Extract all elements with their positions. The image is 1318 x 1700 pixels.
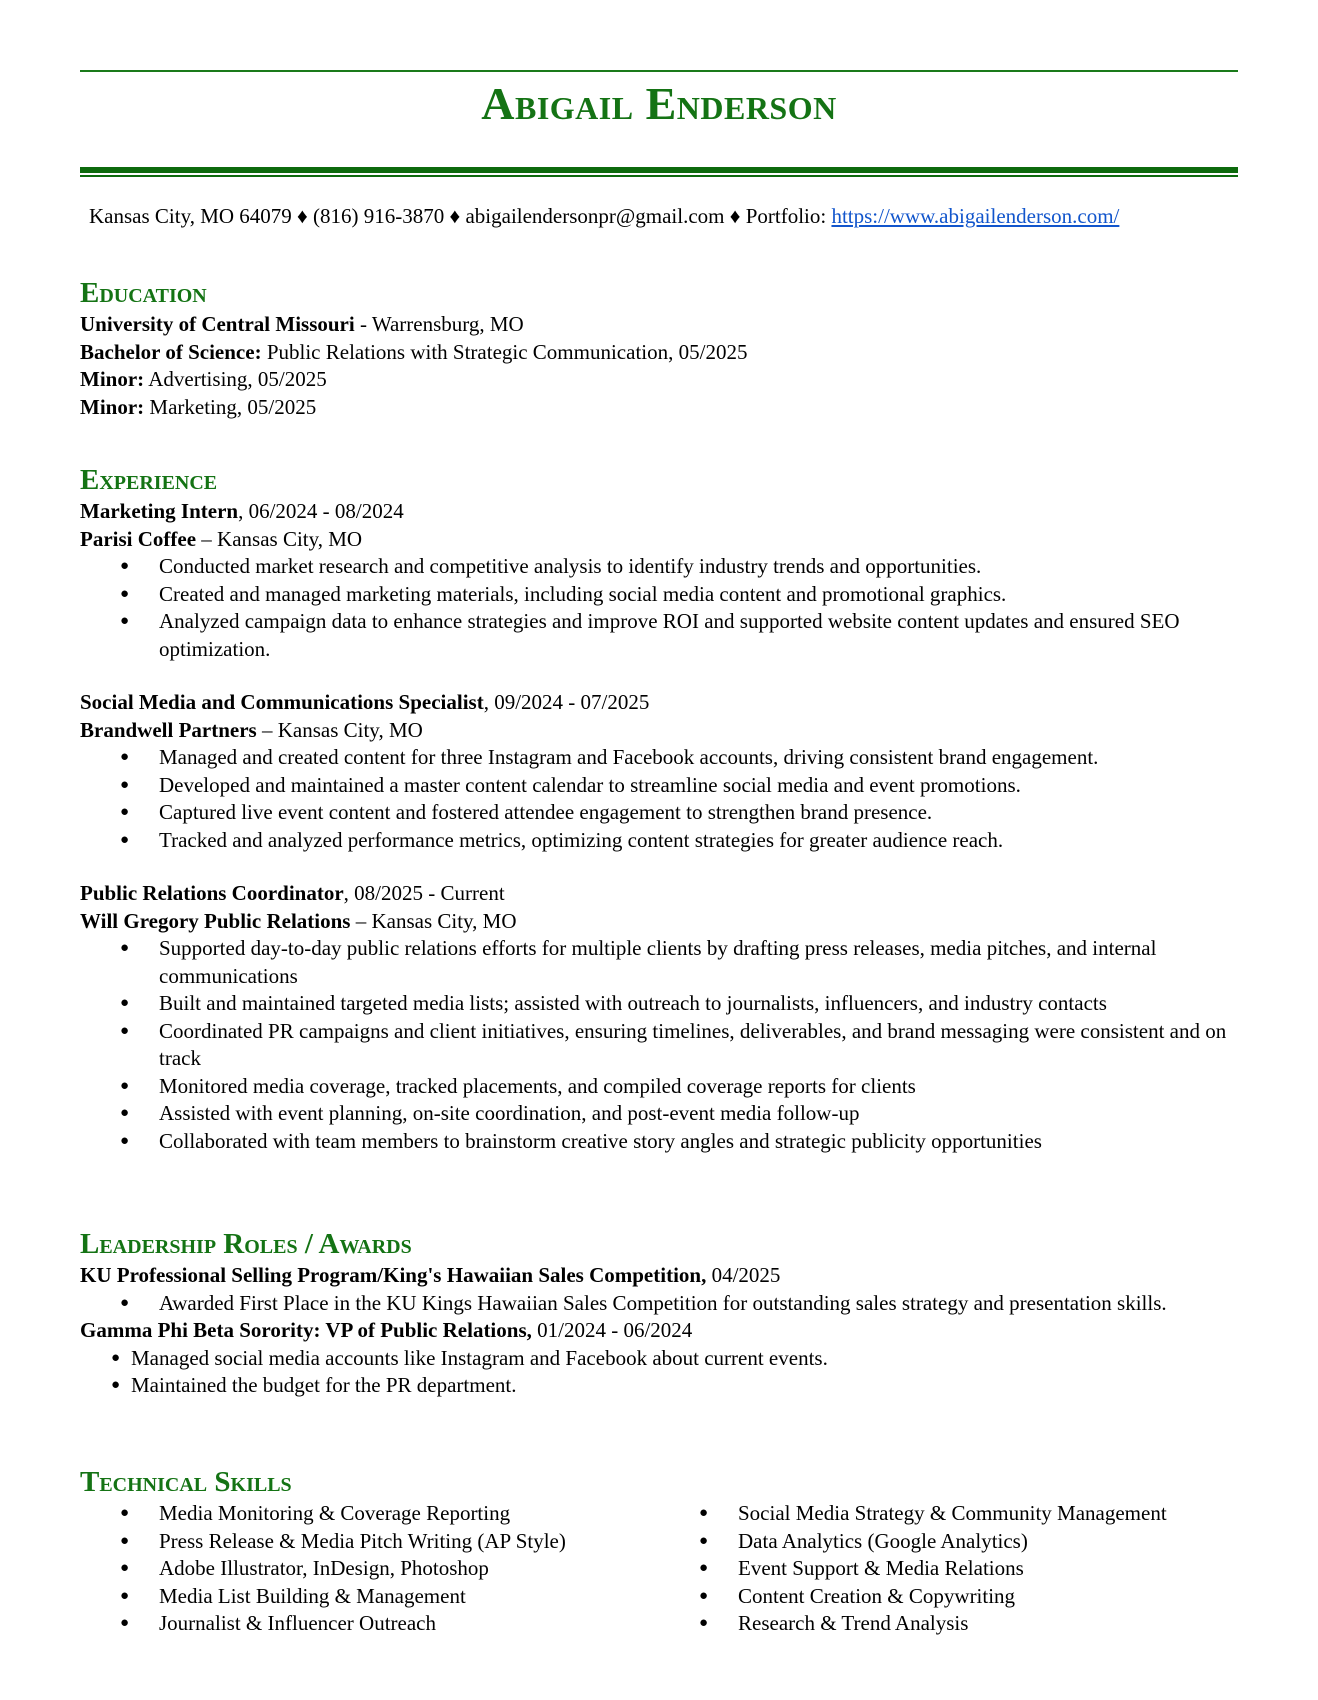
skill-item: ● Journalist & Influencer Outreach: [80, 1610, 659, 1638]
job-company: Will Gregory Public Relations: [80, 908, 351, 933]
bullet-item: ● Created and managed marketing materials, including social media content and promotional graphics.: [80, 581, 1238, 609]
award-bullets: [80, 1290, 1238, 1318]
bullet-item: ● Tracked and analyzed performance metrics, optimizing content strategies for greater audience reach.: [80, 827, 1238, 855]
job-company-line: [80, 526, 1238, 554]
bullet-item: ● Managed social media accounts like Instagram and Facebook about current events.: [80, 1345, 1238, 1373]
minor-label: Minor:: [80, 394, 145, 419]
contact-line: [89, 203, 1119, 229]
minor-label: Minor:: [80, 367, 145, 391]
job-role: Public Relations Coordinator: [80, 881, 344, 905]
minor-value: Advertising, 05/2025: [144, 367, 327, 391]
experience-heading: Experience: [80, 464, 218, 496]
skill-item: ● Event Support & Media Relations: [659, 1555, 1238, 1583]
skill-item: ● Press Release & Media Pitch Writing (AP Style): [80, 1528, 659, 1556]
job-title-line: [80, 880, 1238, 908]
job-bullets: [80, 744, 1238, 854]
education-minor-line: [80, 366, 1238, 394]
education-school-line: [80, 311, 1238, 339]
job-location: – Kansas City, MO: [196, 526, 363, 551]
job-dates: , 08/2025 - Current: [343, 881, 505, 905]
contact-details: Kansas City, MO 64079 ♦ (816) 916-3870 ♦ abigailendersonpr@gmail.com ♦ Portfolio:: [89, 204, 832, 228]
skills-left-column: [80, 1500, 659, 1638]
header-top-rule: [80, 70, 1238, 72]
skill-item: ● Data Analytics (Google Analytics): [659, 1528, 1238, 1556]
skills-section: [80, 1465, 1238, 1638]
bullet-item: ● Built and maintained targeted media lists; assisted with outreach to journalists, influencers, and industry contacts: [80, 990, 1238, 1018]
job-bullets: [80, 553, 1238, 663]
bullet-item: ● Managed and created content for three Instagram and Facebook accounts, driving consistent brand engagement.: [80, 744, 1238, 772]
job-title-line: [80, 689, 1238, 717]
job-company: Parisi Coffee: [80, 526, 197, 551]
school-name: University of Central Missouri: [80, 312, 355, 336]
header-thin-rule: [80, 175, 1238, 177]
role-title-line: [80, 1317, 1238, 1345]
skill-item: ● Research & Trend Analysis: [659, 1610, 1238, 1638]
bullet-item: ● Coordinated PR campaigns and client initiatives, ensuring timelines, deliverables, and brand messaging were consistent and on track: [80, 1018, 1238, 1073]
job-role: Marketing Intern: [80, 499, 239, 523]
job-dates: , 06/2024 - 08/2024: [238, 499, 404, 523]
minor-value: Marketing, 05/2025: [144, 394, 317, 419]
education-degree-line: [80, 339, 1238, 367]
job-company: Brandwell Partners: [80, 717, 257, 742]
job-bullets: [80, 935, 1238, 1155]
degree-value: Public Relations with Strategic Communication, 05/2025: [261, 339, 748, 364]
bullet-item: ● Monitored media coverage, tracked placements, and compiled coverage reports for clients: [80, 1073, 1238, 1101]
bullet-item: ● Developed and maintained a master content calendar to streamline social media and event promotions.: [80, 772, 1238, 800]
experience-section: [80, 463, 1238, 1155]
education-minor-line: [80, 394, 1238, 422]
skill-item: ● Media List Building & Management: [80, 1583, 659, 1611]
bullet-item: ● Captured live event content and fostered attendee engagement to strengthen brand presence.: [80, 799, 1238, 827]
bullet-item: ● Collaborated with team members to brainstorm creative story angles and strategic publicity opportunities: [80, 1128, 1238, 1156]
school-location: - Warrensburg, MO: [354, 312, 524, 336]
education-heading: Education: [80, 277, 207, 309]
bullet-item: ● Maintained the budget for the PR department.: [80, 1372, 1238, 1400]
candidate-name: Abigail Enderson: [481, 78, 837, 129]
job-role: Social Media and Communications Specialist: [80, 690, 484, 714]
job-location: – Kansas City, MO: [350, 908, 517, 933]
role-date: 01/2024 - 06/2024: [531, 1318, 693, 1342]
bullet-item: ● Supported day-to-day public relations efforts for multiple clients by drafting press releases, media pitches, and internal communications: [80, 935, 1238, 990]
skill-item: ● Social Media Strategy & Community Management: [659, 1500, 1238, 1528]
bullet-item: ● Assisted with event planning, on-site coordination, and post-event media follow-up: [80, 1100, 1238, 1128]
skill-item: ● Adobe Illustrator, InDesign, Photoshop: [80, 1555, 659, 1583]
job-title-line: [80, 498, 1238, 526]
leadership-section: [80, 1227, 1238, 1400]
bullet-item: ● Conducted market research and competitive analysis to identify industry trends and opportunities.: [80, 553, 1238, 581]
role-bullets: [80, 1345, 1238, 1400]
leadership-heading: Leadership Roles / Awards: [80, 1228, 412, 1260]
job-location: – Kansas City, MO: [256, 717, 423, 742]
job-company-line: [80, 717, 1238, 745]
award-title-line: [80, 1262, 1238, 1290]
education-section: [80, 276, 1238, 421]
skills-right-column: [659, 1500, 1238, 1638]
skills-columns: [80, 1500, 1238, 1638]
award-title: KU Professional Selling Program/King's Hawaiian Sales Competition,: [80, 1263, 707, 1287]
skill-item: ● Media Monitoring & Coverage Reporting: [80, 1500, 659, 1528]
skill-item: ● Content Creation & Copywriting: [659, 1583, 1238, 1611]
portfolio-link[interactable]: https://www.abigailenderson.com/: [831, 204, 1120, 228]
skills-heading: Technical Skills: [80, 1466, 292, 1498]
header-thick-rule: [80, 167, 1238, 173]
role-title: Gamma Phi Beta Sorority: VP of Public Relations,: [80, 1318, 532, 1342]
job-dates: , 09/2024 - 07/2025: [483, 690, 650, 714]
degree-label: Bachelor of Science:: [80, 339, 262, 364]
bullet-item: ● Awarded First Place in the KU Kings Hawaiian Sales Competition for outstanding sales strategy and presentation skills.: [80, 1290, 1238, 1318]
bullet-item: ● Analyzed campaign data to enhance strategies and improve ROI and supported website content updates and ensured SEO optimization.: [80, 608, 1238, 663]
award-date: 04/2025: [706, 1263, 781, 1287]
job-company-line: [80, 908, 1238, 936]
